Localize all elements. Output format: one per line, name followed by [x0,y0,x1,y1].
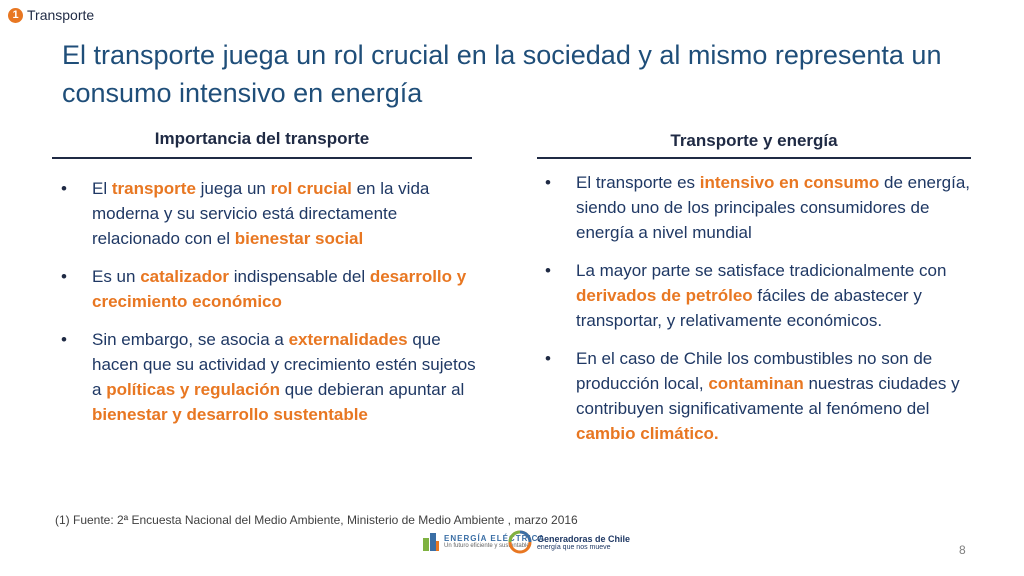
bullet-text: Es un [92,267,141,286]
highlighted-term: contaminan [708,374,804,393]
generadoras-logo [508,530,630,554]
highlighted-term: derivados de petróleo [576,286,753,305]
bullet-text: de energía, siendo uno de los principales consumidores de energía a nivel mundial [576,173,971,242]
bullet-dot: • [61,267,67,286]
bullet-text: El [92,179,112,198]
bullet-text: indispensable del [229,267,370,286]
generadoras-circle-icon [508,530,532,554]
bullet-text: Sin embargo, se asocia a [92,330,289,349]
generadoras-logo-name: Generadoras de Chile [537,533,631,544]
highlighted-term: bienestar social [234,229,364,248]
bullet-text: en la vida moderna y su servicio está directamente relacionado con el [92,179,430,248]
bullet-dot: • [545,173,551,192]
slide-title: El transporte juega un rol crucial en la sociedad y al mismo representa un consumo intensivo en energía [62,40,942,108]
bullet-text: nuestras ciudades y contribuyen significativamente al fenómeno del [576,374,960,418]
bullet-dot: • [61,330,67,349]
right-column-heading: Transporte y energía [670,131,838,150]
highlighted-term: externalidades [288,330,408,349]
bullet-text: En el caso de Chile los combustibles no son de producción local, [576,349,933,393]
highlighted-term: políticas y regulación [106,380,281,399]
bullet-item [59,176,479,251]
right-heading-rule [537,157,971,159]
left-column-heading: Importancia del transporte [154,129,370,148]
section-number-badge: 1 [8,8,23,23]
bullet-item [543,346,973,446]
energia-logo-tagline: Un futuro eficiente y sustentable [444,542,530,549]
section-indicator [8,7,94,23]
bullet-text: que debieran apuntar al [280,380,465,399]
source-footnote: (1) Fuente: 2ª Encuesta Nacional del Medio Ambiente, Ministerio de Medio Ambiente , marzo 2016 [55,513,578,527]
bullet-dot: • [545,349,551,368]
highlighted-term: desarrollo y crecimiento económico [92,267,467,311]
bullet-text: La mayor parte se satisface tradicionalmente con [576,261,947,280]
highlighted-term: intensivo en consumo [699,173,880,192]
bullet-text: juega un [195,179,271,198]
building-icon [422,530,440,552]
bullet-dot: • [545,261,551,280]
bullet-item [59,264,479,314]
right-bullet-list [543,170,973,446]
left-heading-rule [52,157,472,159]
bullet-dot: • [61,179,67,198]
highlighted-term: bienestar y desarrollo sustentable [92,405,368,424]
highlighted-term: catalizador [140,267,230,286]
left-bullet-list [59,176,479,427]
bullet-text: fáciles de abastecer y transportar, y relativamente económicos. [576,286,922,330]
highlighted-term: rol crucial [270,179,352,198]
page-number: 8 [959,543,966,557]
highlighted-term: cambio climático. [576,424,719,443]
bullet-item [59,327,479,427]
bullet-item [543,170,973,245]
bullet-text: que hacen que su actividad y crecimiento estén sujetos a [92,330,476,399]
highlighted-term: transporte [111,179,196,198]
section-label: Transporte [27,7,95,23]
generadoras-logo-tagline: energía que nos mueve [537,543,611,551]
energia-logo-title: ENERGÍA ELÉCTRICA [444,533,546,543]
bullet-text: El transporte es [576,173,700,192]
bullet-item [543,258,973,333]
